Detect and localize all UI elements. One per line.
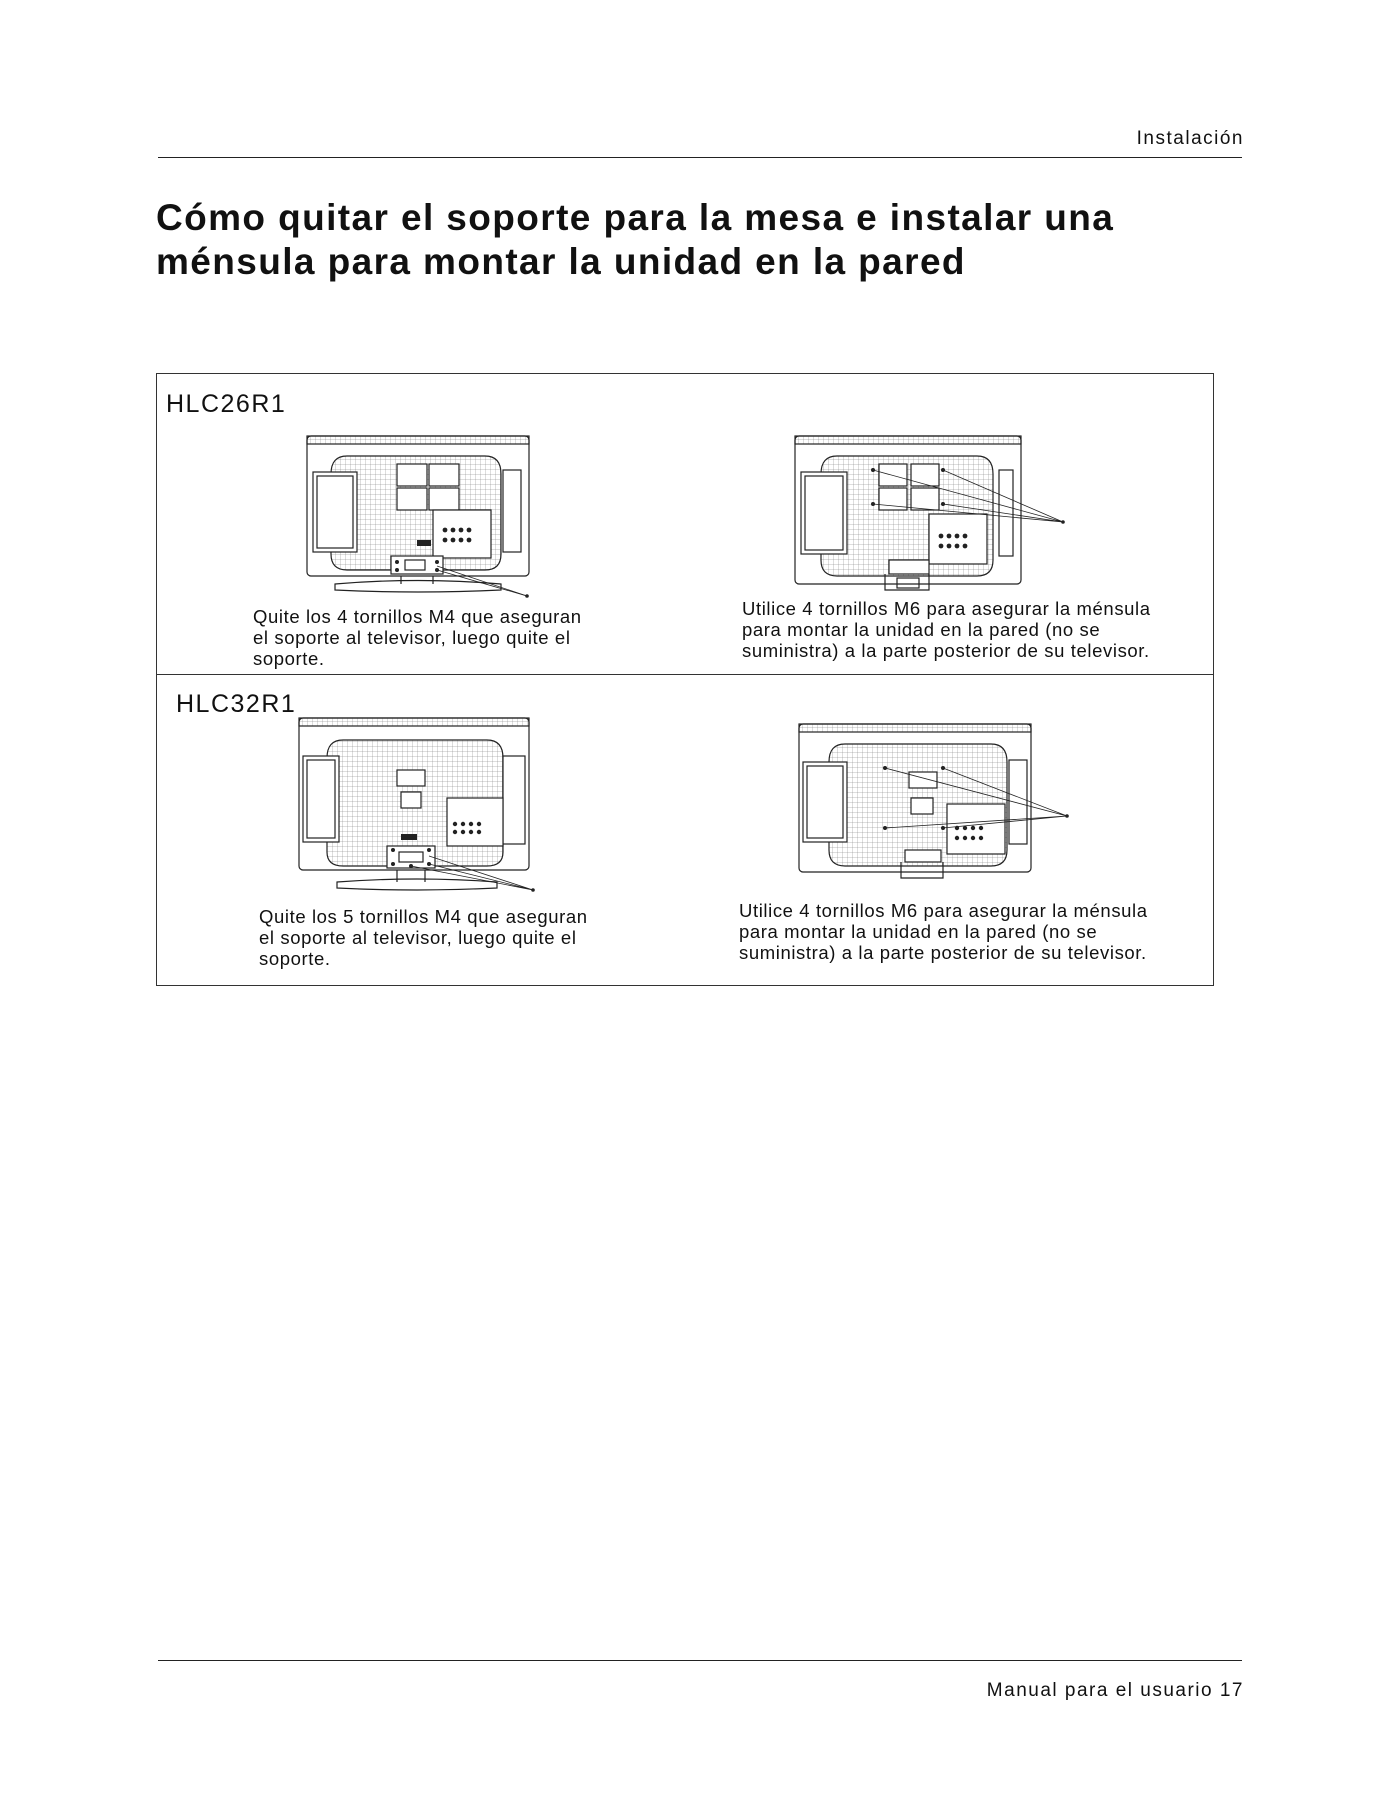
caption-line: Utilice 4 tornillos M6 para asegurar la ménsula	[742, 598, 1151, 619]
caption-line: soporte.	[259, 948, 331, 969]
caption-line: suministra) a la parte posterior de su televisor.	[739, 942, 1147, 963]
tv-rear-with-stand-icon	[305, 434, 531, 600]
caption-line: suministra) a la parte posterior de su televisor.	[742, 640, 1150, 661]
caption-line: el soporte al televisor, luego quite el	[259, 927, 577, 948]
section-divider	[157, 674, 1213, 675]
caption-hlc26r1-remove-stand	[253, 606, 582, 669]
caption-hlc32r1-remove-stand	[259, 906, 588, 969]
tv-rear-wall-mount-icon	[797, 722, 1069, 882]
caption-line: para montar la unidad en la pared (no se	[742, 619, 1101, 640]
caption-hlc32r1-wall-mount	[739, 900, 1148, 963]
tv-rear-with-stand-icon	[297, 716, 537, 898]
caption-line: para montar la unidad en la pared (no se	[739, 921, 1098, 942]
page-footer: Manual para el usuario 17	[986, 1680, 1244, 1701]
caption-line: Quite los 4 tornillos M4 que aseguran	[253, 606, 582, 627]
caption-line: el soporte al televisor, luego quite el	[253, 627, 571, 648]
page-title	[156, 196, 1276, 284]
page-title-line-1: Cómo quitar el soporte para la mesa e instalar una	[156, 197, 1115, 238]
page-title-line-2: ménsula para montar la unidad en la pared	[156, 241, 966, 282]
section-label: Instalación	[1136, 128, 1244, 149]
model-label-hlc32r1: HLC32R1	[176, 690, 297, 718]
footer-rule	[158, 1660, 1242, 1661]
instructions-panel	[156, 373, 1214, 986]
model-label-hlc26r1: HLC26R1	[166, 390, 287, 418]
header-rule	[158, 157, 1242, 158]
caption-line: soporte.	[253, 648, 325, 669]
caption-line: Utilice 4 tornillos M6 para asegurar la ménsula	[739, 900, 1148, 921]
tv-rear-wall-mount-icon	[793, 434, 1065, 594]
caption-hlc26r1-wall-mount	[742, 598, 1151, 661]
caption-line: Quite los 5 tornillos M4 que aseguran	[259, 906, 588, 927]
